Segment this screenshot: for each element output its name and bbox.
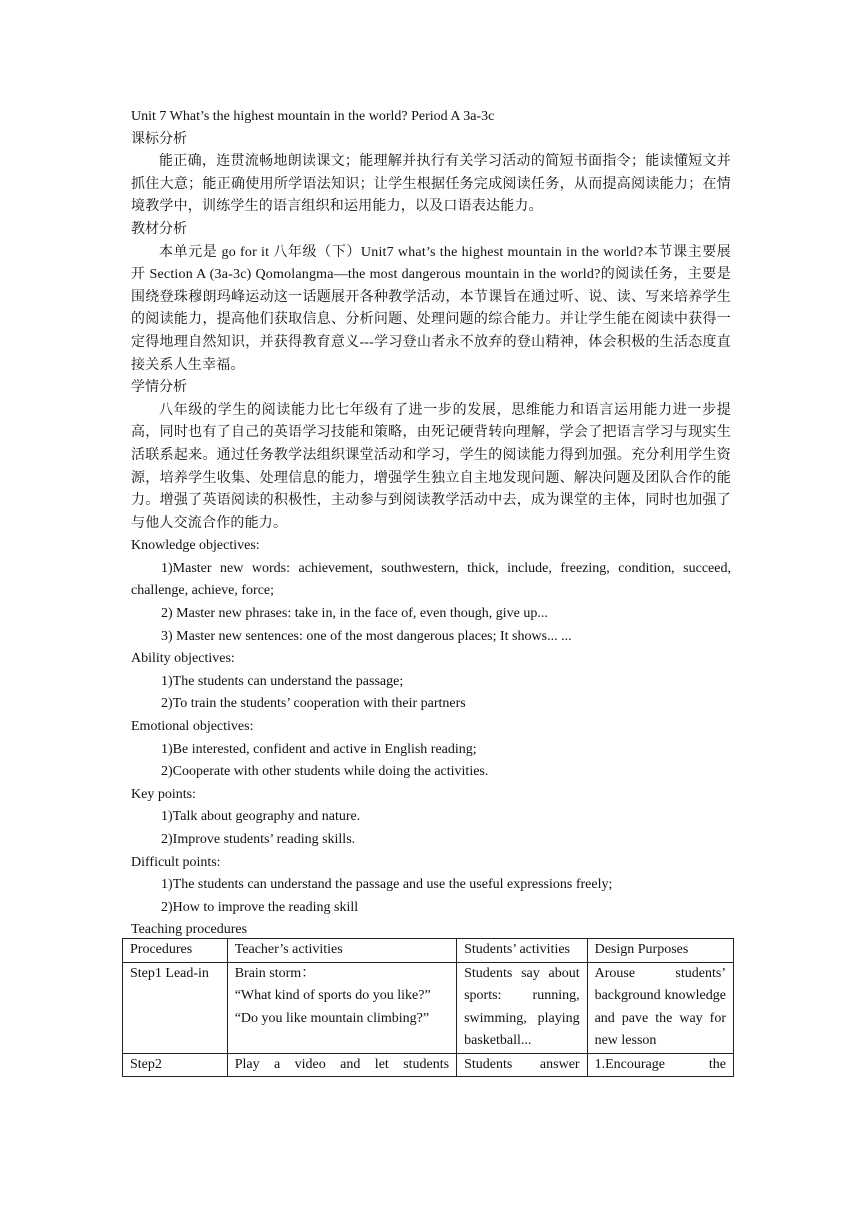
key-point-item: 2)Improve students’ reading skills. (161, 832, 356, 847)
procedure-text: Step2 (130, 1056, 162, 1072)
student-activity-text: Students answer (464, 1056, 580, 1072)
table-header-cell: Students’ activities (457, 939, 587, 963)
procedures-heading: Teaching procedures (131, 922, 248, 938)
students-heading: 学情分析 (131, 380, 187, 396)
students-paragraph: 八年级的学生的阅读能力比七年级有了进一步的发展，思维能力和语言运用能力进一步提高，同时也有了自己的英语学习技能和策略，由死记硬背转向理解，学会了把语言学习与现实生活联系起来。通过任务教学法组织课堂活动和学习，学生的阅读能力得到加强。充分利用学生资源，培养学生收集、处理信息的能力，增强学生独立自主地发现问题、解决问题及团队合作的能力。增强了英语阅读的积极性，主动参与到阅读教学活动中去，成为课堂的主体，同时也加强了与他人交流合作的能力。 (131, 402, 731, 531)
design-purpose-cell (587, 1053, 733, 1076)
document-title: Unit 7 What’s the highest mountain in the world? Period A 3a-3c (131, 109, 495, 124)
knowledge-heading: Knowledge objectives: (131, 538, 260, 554)
ability-item: 1)The students can understand the passage; (161, 673, 404, 689)
key-points-heading: Key points: (131, 786, 196, 802)
teacher-activity-cell (227, 962, 456, 1053)
teacher-activity-line: “Do you like mountain climbing?” (234, 1010, 430, 1026)
table-row (123, 1053, 734, 1076)
emotional-item: 1)Be interested, confident and active in English reading; (161, 741, 477, 757)
table-row (123, 962, 734, 1053)
student-activity-cell: Students say about sports: running, swimming, playing basketball... (457, 962, 587, 1053)
textbook-paragraph: 本单元是 go for it 八年级（下）Unit7 what’s the highest mountain in the world?本节课主要展开 Section A (3a-3c) Qomolangma—the most dangerous mountain in the world?的阅读任务，主要是围绕登珠穆朗玛峰运动这一话题展开各种教学活动，本节课旨在通过听、说、读、写来培养学生的阅读能力，提高他们获取信息、分析问题、处理问题的综合能力。并让学生能在阅读中获得一定得地理自然知识，并获得教育意义---学习登山者永不放弃的登山精神，体会积极的生活态度直接关系人生幸福。 (131, 244, 731, 373)
procedure-cell (123, 1053, 228, 1076)
emotional-item: 2)Cooperate with other students while doing the activities. (161, 764, 489, 780)
knowledge-item: 2) Master new phrases: take in, in the face of, even though, give up... (161, 606, 548, 622)
curriculum-heading: 课标分析 (131, 131, 187, 147)
difficult-points-heading: Difficult points: (131, 854, 221, 870)
table-header-cell: Procedures (123, 939, 228, 963)
ability-heading: Ability objectives: (131, 651, 235, 667)
student-activity-cell (457, 1053, 587, 1076)
design-purpose-text: 1.Encourage the (594, 1056, 726, 1072)
design-purpose-cell: Arouse students’ background knowledge and pave the way for new lesson (587, 962, 733, 1053)
knowledge-item: 1)Master new words: achievement, southwestern, thick, include, freezing, condition, succeed, challenge, achieve, force; (131, 560, 731, 599)
knowledge-item: 3) Master new sentences: one of the most dangerous places; It shows... ... (161, 628, 572, 644)
textbook-heading: 教材分析 (131, 221, 187, 237)
emotional-heading: Emotional objectives: (131, 719, 254, 735)
key-point-item: 1)Talk about geography and nature. (161, 809, 361, 825)
teacher-activity-cell (227, 1053, 456, 1076)
ability-item: 2)To train the students’ cooperation with their partners (161, 696, 466, 712)
table-header-row (123, 939, 734, 963)
teacher-activity-line: “What kind of sports do you like?” (234, 988, 431, 1004)
procedures-table (122, 938, 734, 1077)
teacher-activity-line: Play a video and let students (234, 1056, 450, 1072)
teacher-activity-line: Brain storm： (234, 965, 316, 981)
procedure-cell: Step1 Lead-in (123, 962, 228, 1053)
table-header-cell: Teacher’s activities (227, 939, 456, 963)
curriculum-paragraph: 能正确，连贯流畅地朗读课文；能理解并执行有关学习活动的简短书面指令；能读懂短文并抓住大意；能正确使用所学语法知识；让学生根据任务完成阅读任务，从而提高阅读能力；在情境教学中，训练学生的语言组织和运用能力，以及口语表达能力。 (131, 154, 731, 215)
document-body (131, 106, 731, 942)
difficult-point-item: 2)How to improve the reading skill (161, 899, 359, 915)
difficult-point-item: 1)The students can understand the passage and use the useful expressions freely; (161, 877, 613, 893)
table-header-cell: Design Purposes (587, 939, 733, 963)
